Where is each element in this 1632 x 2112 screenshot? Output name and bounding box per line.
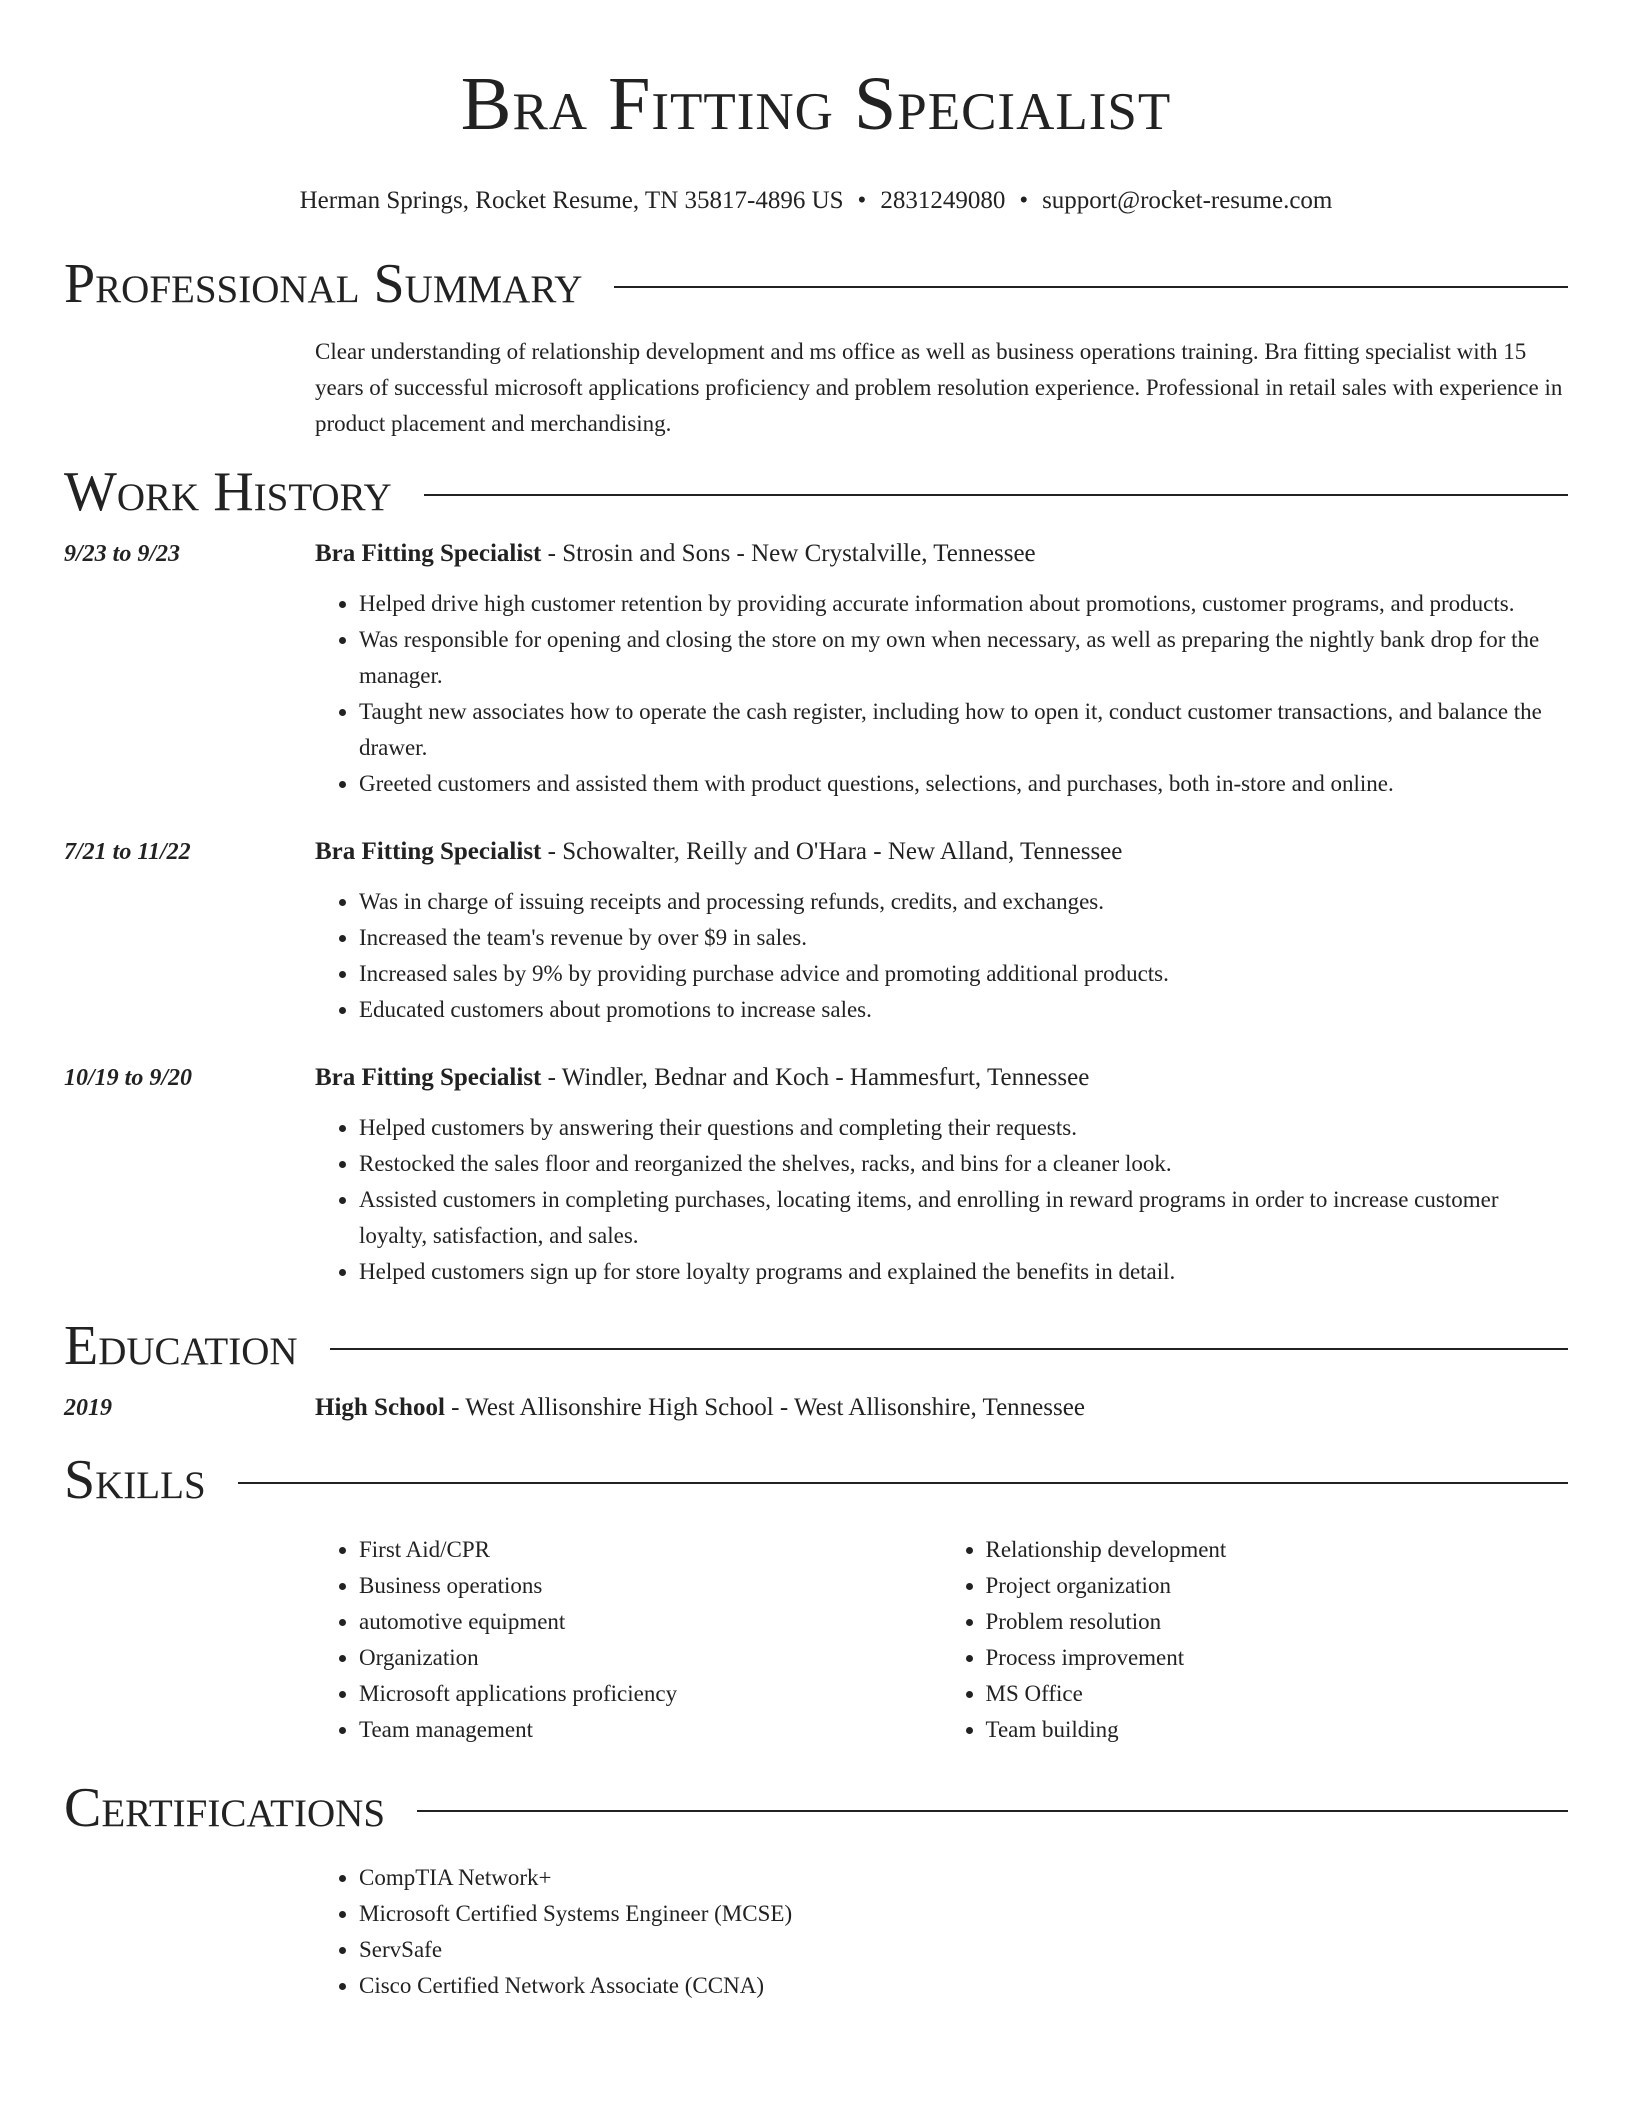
- job-bullet: • Taught new associates how to operate the cash register, including how to open it, conduct customer transactions, and balance the drawer.: [359, 694, 1568, 766]
- job-entry: [64, 536, 1568, 802]
- job-bullet: • Helped customers sign up for store loyalty programs and explained the benefits in detail.: [359, 1254, 1568, 1290]
- certifications-section: [64, 1776, 1568, 2004]
- job-bullet-list: [315, 586, 1568, 802]
- skill-item: • Microsoft applications proficiency: [359, 1676, 942, 1712]
- skills-section-title: Skills: [64, 1449, 206, 1511]
- certification-item: • ServSafe: [359, 1932, 1568, 1968]
- certifications-section-header: [64, 1776, 1568, 1840]
- education-section-title: Education: [64, 1315, 298, 1377]
- section-divider: [417, 1810, 1568, 1812]
- job-bullet: • Was in charge of issuing receipts and processing refunds, credits, and exchanges.: [359, 884, 1568, 920]
- skills-section-header: [64, 1448, 1568, 1512]
- summary-text: Clear understanding of relationship development and ms office as well as business operations training. Bra fitting specialist with 15 years of successful microsoft applications proficiency and problem resolution experience. Professional in retail sales with experience in product placement and merchandising.: [315, 339, 1563, 436]
- job-dates: 10/19 to 9/20: [64, 1065, 193, 1091]
- section-divider: [424, 494, 1568, 496]
- job-body: [315, 834, 1568, 1028]
- work-section-header: [64, 460, 1568, 524]
- certification-item: • Microsoft Certified Systems Engineer (MCSE): [359, 1896, 1568, 1932]
- education-details: - West Allisonshire High School - West Allisonshire, Tennessee: [444, 1394, 1085, 1421]
- section-divider: [238, 1482, 1568, 1484]
- skills-list-right: [942, 1532, 1569, 1748]
- contact-line: [64, 184, 1568, 218]
- resume-name: Bra Fitting Specialist: [460, 62, 1172, 146]
- job-bullet-list: [315, 1110, 1568, 1290]
- job-role: Bra Fitting Specialist: [315, 540, 542, 567]
- skill-item: • MS Office: [986, 1676, 1569, 1712]
- skill-item: • Team building: [986, 1712, 1569, 1748]
- work-section: [64, 460, 1568, 1290]
- work-section-title: Work History: [64, 461, 392, 523]
- job-bullet: • Increased sales by 9% by providing purchase advice and promoting additional products.: [359, 956, 1568, 992]
- job-bullet: • Greeted customers and assisted them with product questions, selections, and purchases, both in-store and online.: [359, 766, 1568, 802]
- certifications-list: [315, 1860, 1568, 2004]
- summary-section-header: [64, 252, 1568, 316]
- job-title-line: [315, 536, 1568, 572]
- education-body: [315, 1390, 1568, 1426]
- contact-phone: 2831249080: [880, 187, 1006, 214]
- contact-separator: •: [1019, 187, 1029, 214]
- summary-section: [64, 252, 1568, 442]
- job-bullet: • Restocked the sales floor and reorganized the shelves, racks, and bins for a cleaner look.: [359, 1146, 1568, 1182]
- skill-item: • Business operations: [359, 1568, 942, 1604]
- job-details: - Strosin and Sons - New Crystalville, Tennessee: [541, 540, 1036, 567]
- certifications-body: [315, 1860, 1568, 2004]
- job-bullet-list: [315, 884, 1568, 1028]
- skill-item: • Problem resolution: [986, 1604, 1569, 1640]
- skill-item: • Project organization: [986, 1568, 1569, 1604]
- skill-item: • Relationship development: [986, 1532, 1569, 1568]
- education-degree: High School: [315, 1394, 445, 1421]
- contact-separator: •: [857, 187, 867, 214]
- certifications-section-title: Certifications: [64, 1777, 386, 1839]
- education-entry: [64, 1390, 1568, 1426]
- job-details: - Windler, Bednar and Koch - Hammesfurt, Tennessee: [541, 1064, 1090, 1091]
- skill-item: • Organization: [359, 1640, 942, 1676]
- contact-email: support@rocket-resume.com: [1042, 187, 1333, 214]
- skills-grid: [315, 1532, 1568, 1748]
- skills-section: [64, 1448, 1568, 1748]
- job-bullet: • Helped customers by answering their questions and completing their requests.: [359, 1110, 1568, 1146]
- job-bullet: • Assisted customers in completing purchases, locating items, and enrolling in reward programs in order to increase customer loyalty, satisfaction, and sales.: [359, 1182, 1568, 1254]
- job-entry: [64, 834, 1568, 1028]
- job-role: Bra Fitting Specialist: [315, 1064, 542, 1091]
- job-dates: 7/21 to 11/22: [64, 839, 191, 865]
- section-divider: [614, 286, 1568, 288]
- job-body: [315, 1060, 1568, 1290]
- skill-item: • automotive equipment: [359, 1604, 942, 1640]
- certification-item: • CompTIA Network+: [359, 1860, 1568, 1896]
- job-entry: [64, 1060, 1568, 1290]
- job-details: - Schowalter, Reilly and O'Hara - New Alland, Tennessee: [541, 838, 1123, 865]
- education-section-header: [64, 1314, 1568, 1378]
- skills-list-left: [315, 1532, 942, 1748]
- certification-item: • Cisco Certified Network Associate (CCNA): [359, 1968, 1568, 2004]
- education-section: [64, 1314, 1568, 1426]
- job-body: [315, 536, 1568, 802]
- job-bullet: • Educated customers about promotions to increase sales.: [359, 992, 1568, 1028]
- skill-item: • Process improvement: [986, 1640, 1569, 1676]
- education-line: [315, 1390, 1568, 1426]
- summary-section-title: Professional Summary: [64, 253, 583, 315]
- job-dates: 9/23 to 9/23: [64, 541, 181, 567]
- job-role: Bra Fitting Specialist: [315, 838, 542, 865]
- education-year: 2019: [64, 1395, 112, 1421]
- section-divider: [330, 1348, 1568, 1350]
- skill-item: • First Aid/CPR: [359, 1532, 942, 1568]
- job-title-line: [315, 834, 1568, 870]
- skill-item: • Team management: [359, 1712, 942, 1748]
- job-bullet: • Increased the team's revenue by over $9 in sales.: [359, 920, 1568, 956]
- contact-address: Herman Springs, Rocket Resume, TN 35817-4896 US: [299, 187, 844, 214]
- job-bullet: • Helped drive high customer retention by providing accurate information about promotions, customer programs, and products.: [359, 586, 1568, 622]
- job-title-line: [315, 1060, 1568, 1096]
- job-bullet: • Was responsible for opening and closing the store on my own when necessary, as well as preparing the nightly bank drop for the manager.: [359, 622, 1568, 694]
